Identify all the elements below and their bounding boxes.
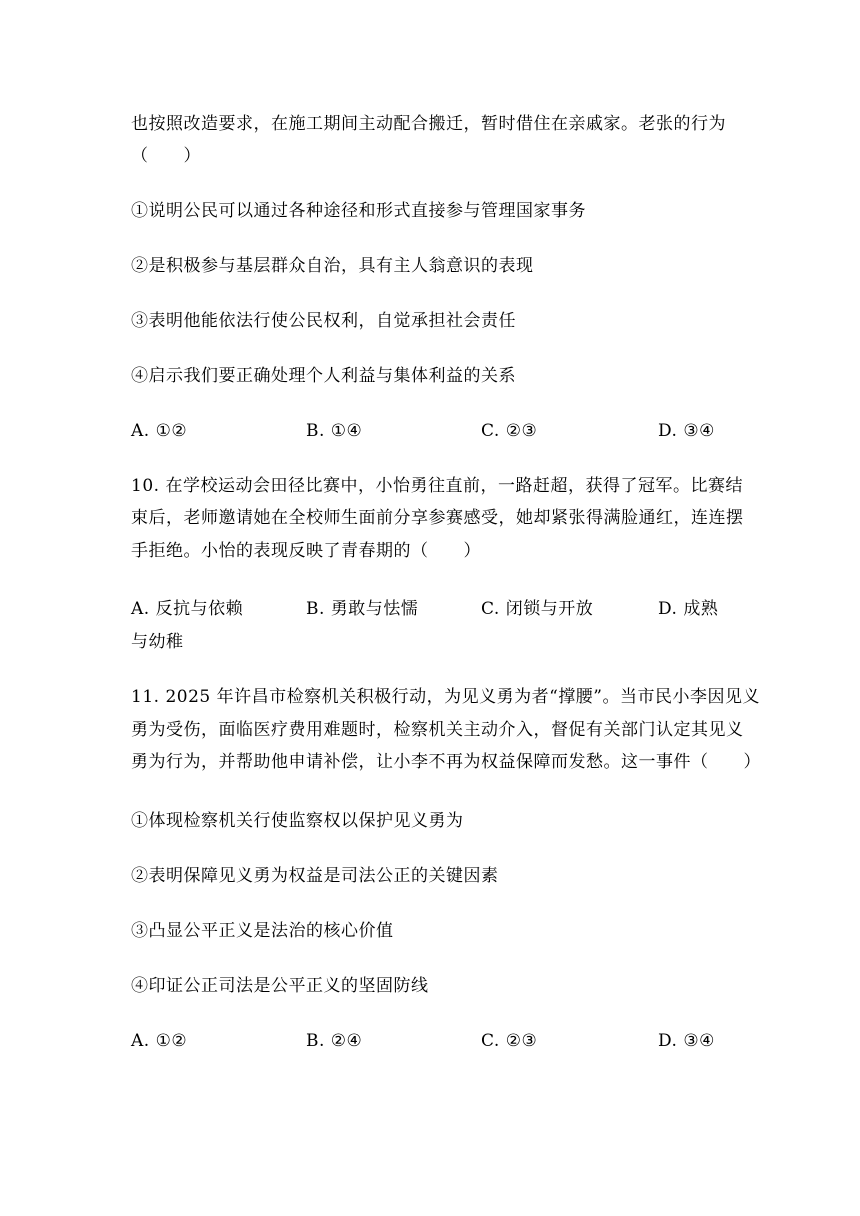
q10-option-d[interactable]: D. 成熟 xyxy=(658,599,719,619)
q10-option-c[interactable]: C. 闭锁与开放 xyxy=(481,599,594,619)
q9-option-b[interactable]: B. ①④ xyxy=(306,421,363,441)
q9-statement-3: ③表明他能依法行使公民权利，自觉承担社会责任 xyxy=(131,311,516,331)
q11-stem-line-3: 勇为行为，并帮助他申请补偿，让小李不再为权益保障而发愁。这一事件（ ） xyxy=(131,752,761,772)
q9-stem-line-2: （ ） xyxy=(131,146,201,166)
q9-option-d[interactable]: D. ③④ xyxy=(658,421,715,441)
q11-statement-2: ②表明保障见义勇为权益是司法公正的关键因素 xyxy=(131,866,499,886)
q11-option-c[interactable]: C. ②③ xyxy=(481,1031,538,1051)
q11-stem-line-2: 勇为受伤，面临医疗费用难题时，检察机关主动介入，督促有关部门认定其见义 xyxy=(131,720,744,740)
q11-option-b[interactable]: B. ②④ xyxy=(306,1031,363,1051)
q10-option-d-wrap[interactable]: 与幼稚 xyxy=(131,632,184,652)
q10-stem-line-1: 10. 在学校运动会田径比赛中，小怡勇往直前，一路赶超，获得了冠军。比赛结 xyxy=(131,476,743,496)
q10-stem-line-3: 手拒绝。小怡的表现反映了青春期的（ ） xyxy=(131,541,481,561)
q9-statement-4: ④启示我们要正确处理个人利益与集体利益的关系 xyxy=(131,366,516,386)
q10-option-a[interactable]: A. 反抗与依赖 xyxy=(131,599,244,619)
q9-option-a[interactable]: A. ①② xyxy=(131,421,188,441)
q11-stem-line-1: 11. 2025 年许昌市检察机关积极行动，为见义勇为者“撑腰”。当市民小李因见义 xyxy=(131,687,760,707)
q11-statement-1: ①体现检察机关行使监察权以保护见义勇为 xyxy=(131,811,464,831)
q9-statement-2: ②是积极参与基层群众自治，具有主人翁意识的表现 xyxy=(131,256,534,276)
q11-option-a[interactable]: A. ①② xyxy=(131,1031,188,1051)
q11-options xyxy=(131,1031,731,1053)
q10-options xyxy=(131,599,731,621)
q9-options xyxy=(131,421,731,443)
q11-statement-3: ③凸显公平正义是法治的核心价值 xyxy=(131,921,394,941)
q9-stem-line-1: 也按照改造要求，在施工期间主动配合搬迁，暂时借住在亲戚家。老张的行为 xyxy=(131,114,726,134)
q9-option-c[interactable]: C. ②③ xyxy=(481,421,538,441)
q10-option-b[interactable]: B. 勇敢与怯懦 xyxy=(306,599,419,619)
q11-statement-4: ④印证公正司法是公平正义的坚固防线 xyxy=(131,976,429,996)
q9-statement-1: ①说明公民可以通过各种途径和形式直接参与管理国家事务 xyxy=(131,201,586,221)
q10-stem-line-2: 束后，老师邀请她在全校师生面前分享参赛感受，她却紧张得满脸通红，连连摆 xyxy=(131,508,744,528)
q11-option-d[interactable]: D. ③④ xyxy=(658,1031,715,1051)
